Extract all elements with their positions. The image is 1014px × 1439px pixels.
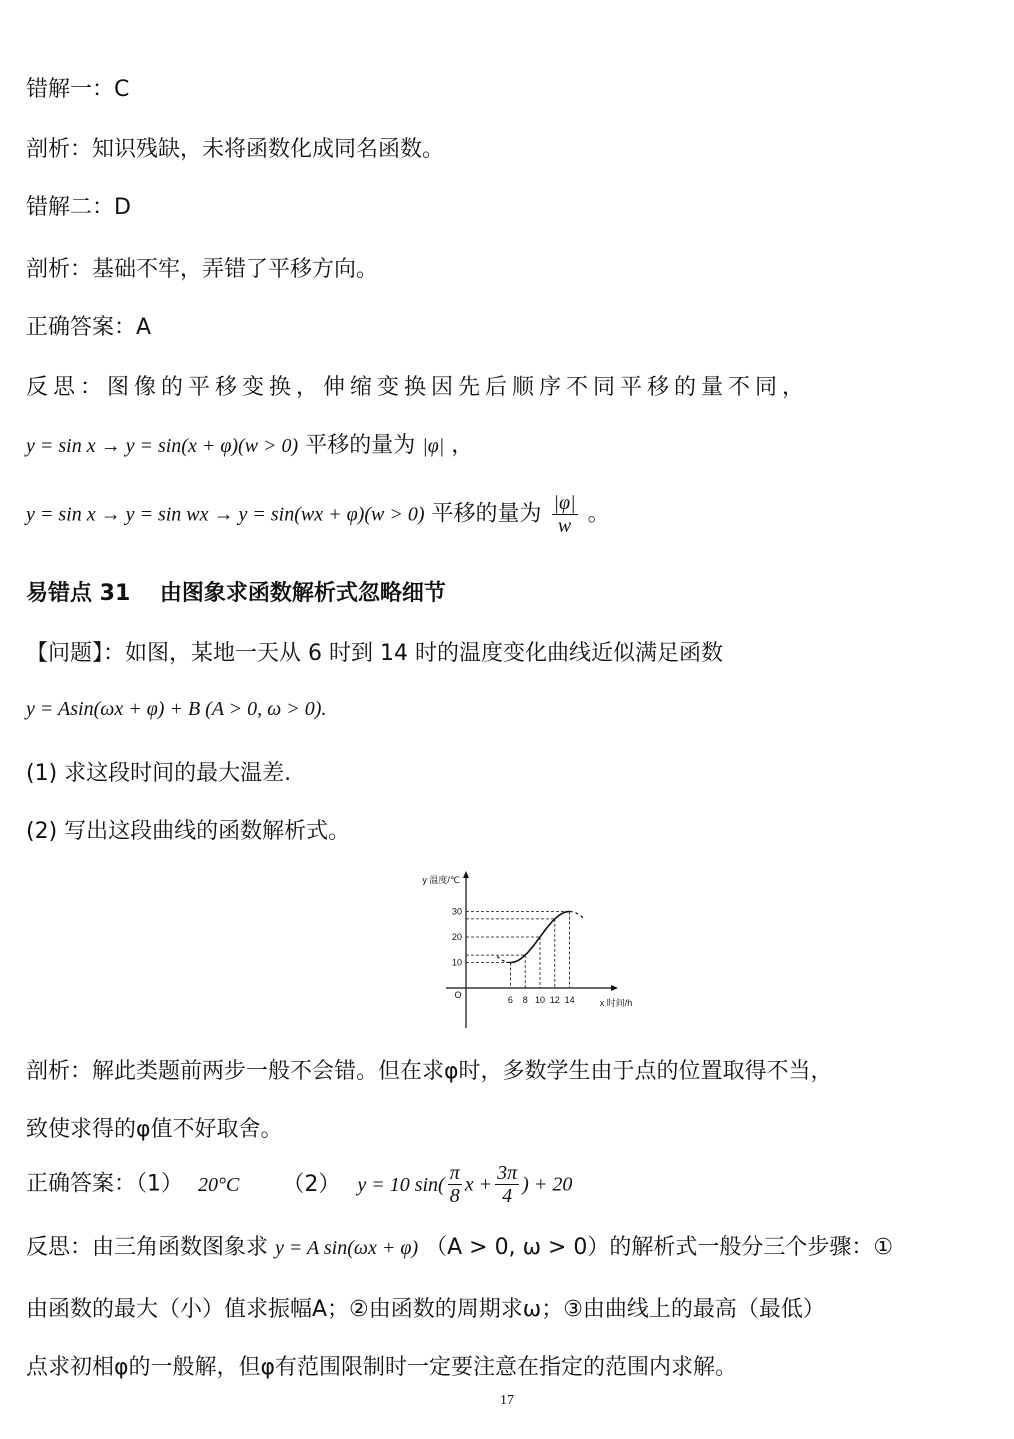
reflection-2-line-1 — [26, 1230, 893, 1261]
question-intro: 【问题】：如图，某地一天从 6 时到 14 时的温度变化曲线近似满足函数 — [26, 641, 723, 666]
wrong-solution-2: 错解二：D — [26, 195, 131, 220]
analysis-3-line-1: 剖析：解此类题前两步一般不会错。但在求φ时，多数学生由于点的位置取得不当， — [26, 1059, 833, 1084]
formula-text: 平移的量为 — [431, 501, 542, 527]
question-part-2: (2) 写出这段曲线的函数解析式。 — [26, 819, 351, 844]
fraction-denominator: 4 — [502, 1185, 513, 1207]
x-tick-8: 8 — [522, 995, 528, 1005]
answer-1-value: 20°C — [198, 1173, 240, 1196]
x-tick-10: 10 — [534, 995, 546, 1005]
question-part-1: (1) 求这段时间的最大温差. — [26, 761, 292, 786]
reflection-1: 反思：图像的平移变换，伸缩变换因先后顺序不同平移的量不同， — [26, 375, 810, 400]
fraction-denominator: 8 — [449, 1185, 460, 1207]
formula-line-1 — [26, 428, 473, 459]
reflection-2-line-2: 由函数的最大（小）值求振幅A；②由函数的周期求ω；③由曲线上的最高（最低） — [26, 1297, 825, 1322]
reflection-text-a: 反思：由三角函数图象求 — [26, 1235, 269, 1260]
fraction-pi-over-8 — [448, 1162, 462, 1207]
x-tick-12: 12 — [549, 995, 560, 1005]
answer-2-mid: x + — [464, 1173, 493, 1196]
analysis-1: 剖析：知识残缺，未将函数化成同名函数。 — [26, 137, 445, 162]
fraction-phi-over-w — [552, 492, 578, 537]
section-title: 易错点 31 由图象求函数解析式忽略细节 — [26, 581, 446, 606]
tick-labels — [452, 907, 575, 1006]
temperature-chart — [422, 868, 650, 1033]
origin-label: O — [454, 990, 462, 1000]
curve-extension-right — [570, 912, 585, 920]
analysis-3-line-2: 致使求得的φ值不好取舍。 — [26, 1117, 283, 1142]
correct-answer-2 — [26, 1162, 572, 1207]
analysis-2: 剖析：基础不牢，弄错了平移方向。 — [26, 257, 379, 282]
answer-2-post: ) + 20 — [522, 1173, 573, 1196]
formula-end: ， — [451, 433, 474, 458]
formula-scale-shift: y = sin x → y = sin wx → y = sin(wx + φ)(w > 0) — [26, 503, 425, 526]
formula-line-2 — [26, 492, 610, 537]
formula-abs-phi: |φ| — [422, 435, 445, 457]
formula-shift: y = sin x → y = sin(x + φ)(w > 0) — [26, 435, 299, 457]
wrong-solution-1: 错解一：C — [26, 77, 130, 102]
answer-label: 正确答案：（1） — [26, 1171, 183, 1197]
correct-answer-1: 正确答案：A — [26, 315, 152, 340]
y-tick-30: 30 — [451, 906, 462, 917]
x-axis-arrow — [611, 985, 618, 991]
guide-lines — [466, 912, 570, 989]
reflection-2-line-3: 点求初相φ的一般解，但φ有范围限制时一定要注意在指定的范围内求解。 — [26, 1355, 738, 1380]
formula-end: 。 — [587, 501, 610, 527]
answer-2-pre: y = 10 sin( — [357, 1173, 445, 1196]
y-axis-arrow — [463, 871, 469, 878]
fraction-numerator: 3π — [497, 1162, 518, 1184]
page-number: 17 — [500, 1393, 514, 1408]
y-axis-label: y 温度/℃ — [422, 875, 460, 885]
fraction-denominator: w — [557, 515, 572, 537]
answer-2-label: （2） — [282, 1171, 341, 1197]
question-function: y = Asin(ωx + φ) + B (A > 0, ω > 0). — [26, 698, 327, 720]
x-tick-6: 6 — [507, 995, 513, 1005]
fraction-numerator: |φ| — [553, 492, 576, 514]
fraction-3pi-over-4 — [495, 1162, 519, 1207]
x-axis-label: x 时间/h — [599, 998, 633, 1008]
reflection-text-b: （A > 0, ω > 0）的解析式一般分三个步骤：① — [425, 1235, 894, 1260]
x-tick-14: 14 — [564, 995, 575, 1005]
y-tick-20: 20 — [451, 932, 462, 942]
y-tick-10: 10 — [451, 957, 462, 968]
formula-text: 平移的量为 — [305, 433, 416, 458]
fraction-numerator: π — [449, 1162, 460, 1184]
reflection-formula: y = A sin(ωx + φ) — [275, 1237, 419, 1259]
curve-extension-left — [497, 956, 510, 962]
